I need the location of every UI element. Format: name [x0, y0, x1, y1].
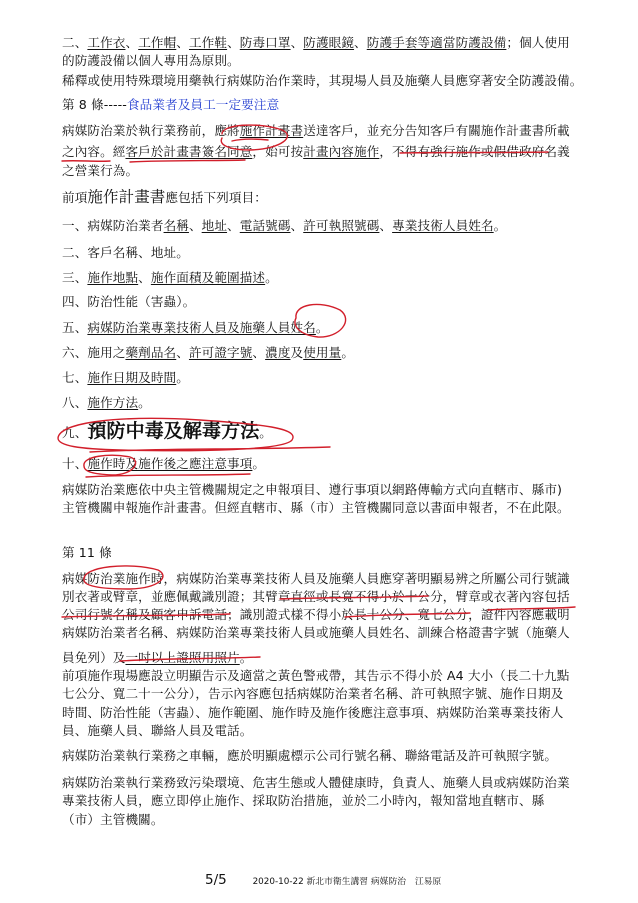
- text-run: 病媒防治業於執行業務前，應將: [62, 123, 240, 138]
- text-line: [62, 420, 272, 442]
- text-line: [62, 650, 252, 666]
- text-run: 病媒防治業執行業務致污染環境、危害生態或人體健康時，負責人、施藥人員或病媒防治業: [62, 775, 570, 790]
- text-run: 、: [227, 35, 240, 50]
- text-run: 、: [125, 35, 139, 50]
- text-run: 、: [176, 345, 189, 360]
- text-run: 第 8 條-----: [62, 97, 127, 112]
- underlined-text: 施作計畫書: [239, 123, 304, 138]
- text-run: 專業技術人員，應立即停止施作、採取防治措施，並於二小時內，報知當地直轄市、縣: [62, 793, 545, 808]
- text-run: 二、客戶名稱、地址。: [62, 245, 189, 260]
- text-run: 。: [252, 456, 266, 471]
- text-run: 十、: [62, 456, 88, 471]
- underlined-text: 使用量: [303, 345, 342, 360]
- text-line: [62, 705, 563, 721]
- text-run: 應包括下列項目：: [165, 190, 267, 205]
- heading-emphasis-text: 預防中毒及解毒方法: [87, 420, 260, 442]
- text-line: [62, 625, 570, 641]
- footer-meta: 2020-10-22 新北市衛生講習 病媒防治 江易原: [252, 877, 442, 887]
- text-run: ，始可按: [252, 144, 304, 159]
- text-run: 病媒防治業應依中央主管機關規定之申報項目、遵行事項以網路傳輸方式向直轄市、縣市): [62, 482, 563, 497]
- underlined-text: 施作面積及範圍描述: [150, 270, 266, 285]
- text-run: 別衣著或臂章，並應佩戴識別證；其臂章直徑或長寬不得小於十公分，臂章或衣著內容包括: [62, 589, 570, 604]
- text-line: [62, 320, 329, 336]
- underlined-text: 防護手套等適當防護設備: [366, 35, 507, 50]
- text-run: 主管機關申報施作計畫書。但經直轄市、縣（市）主管機關同意以書面申報者，不在此限。: [62, 500, 570, 515]
- text-run: 及: [290, 345, 304, 360]
- text-line: [62, 189, 267, 206]
- page-footer: [205, 872, 441, 888]
- text-run: 六、施用之: [62, 345, 126, 360]
- text-run: 、: [290, 218, 304, 233]
- text-line: [62, 723, 252, 739]
- text-run: 。: [265, 270, 278, 285]
- text-run: 病媒防治業施作時，病媒防治業專業技術人員及施藥人員應穿著明顯易辨之所屬公司行號識: [62, 571, 570, 586]
- page-number: 5/5: [205, 872, 227, 888]
- text-line: [62, 668, 569, 684]
- underlined-text: 施作方法: [87, 395, 139, 410]
- text-run: 三、: [62, 270, 88, 285]
- text-run: 之內容。經: [62, 144, 126, 159]
- text-run: 。: [138, 395, 151, 410]
- text-line: [62, 245, 189, 261]
- text-run: 。: [315, 320, 329, 335]
- text-run: 四、防治性能（害蟲）。: [62, 294, 196, 309]
- text-line: [62, 370, 189, 386]
- text-line: [62, 589, 570, 605]
- text-run: 。: [259, 425, 272, 440]
- text-line: [62, 793, 544, 809]
- text-line: [62, 218, 506, 234]
- underlined-text: 電話號碼: [239, 218, 291, 233]
- underlined-text: 工作帽: [138, 35, 177, 50]
- text-line: [62, 775, 570, 791]
- underlined-text: 藥劑品名: [125, 345, 177, 360]
- underlined-text: 許可證字號: [188, 345, 253, 360]
- text-run: 稀釋或使用特殊環境用藥執行病媒防治作業時，其現場人員及施藥人員應穿著安全防護設備。: [62, 73, 583, 88]
- underlined-text: 許可執照號碼: [303, 218, 380, 233]
- text-line: [62, 395, 151, 411]
- text-run: 。: [341, 345, 355, 360]
- underlined-text: 客戶於計畫書簽名同意: [125, 144, 253, 159]
- underlined-text: 防護眼鏡: [303, 35, 355, 50]
- text-run: 。: [493, 218, 507, 233]
- text-run: 七公分、寬二十一公分），告示內容應包括病媒防治業者名稱、許可執照字號、施作日期及: [62, 686, 564, 701]
- underlined-text: 工作衣: [87, 35, 126, 50]
- text-run: 的防護設備以個人專用為原則。: [62, 53, 240, 68]
- text-line: [62, 163, 138, 179]
- underlined-text: 名稱: [163, 218, 189, 233]
- text-line: [62, 607, 570, 623]
- text-run: 二、: [62, 35, 88, 50]
- underlined-text: 計畫內容施作: [303, 144, 380, 159]
- text-run: （市）主管機關。: [62, 812, 164, 827]
- annotation-underline-nine: [90, 447, 330, 452]
- underlined-text: 施作地點: [87, 270, 139, 285]
- text-run: ；個人使用: [506, 35, 570, 50]
- text-run: ，不得有強行施作或假借政府名義: [379, 144, 570, 159]
- text-line: [62, 686, 563, 702]
- text-run: 送達客戶，並充分告知客戶有關施作計畫書所載: [303, 123, 570, 138]
- text-line: [62, 482, 562, 498]
- text-run: 病媒防治業者名稱、病媒防治業專業技術人員或施藥人員姓名、訓練合格證書字號（施藥人: [62, 625, 570, 640]
- text-line: [62, 35, 570, 51]
- text-line: [62, 53, 240, 69]
- text-run: 、: [290, 35, 304, 50]
- text-line: [62, 500, 570, 516]
- text-run: 之營業行為。: [62, 163, 139, 178]
- text-line: [62, 812, 164, 828]
- underlined-text: 工作鞋: [188, 35, 228, 50]
- text-run: 。: [176, 370, 189, 385]
- text-run: 時間、防治性能（害蟲）、施作範圍、施作時及施作後應注意事項、病媒防治業專業技術人: [62, 705, 564, 720]
- text-line: [62, 294, 195, 310]
- annotation-underline-line5: [232, 139, 268, 141]
- underlined-text: 施作時及施作後之應注意事項: [87, 456, 253, 471]
- text-run: 、: [252, 345, 266, 360]
- text-line: [62, 123, 570, 139]
- text-run: 公司行號名稱及顧客申訴電話；識別證式樣不得小於長十公分、寬七公分，證件內容應載明: [62, 607, 570, 622]
- text-line: [62, 270, 278, 286]
- underlined-text: 一吋以上證照用照片: [125, 650, 240, 665]
- text-run: 前項施作現場應設立明顯告示及適當之黃色警戒帶，其告示不得小於 A4 大小（長二十九點: [62, 668, 570, 683]
- text-run: 第 11 條: [62, 545, 112, 560]
- text-line: [62, 345, 354, 361]
- text-run: 、: [227, 218, 240, 233]
- text-run: 、: [188, 218, 202, 233]
- text-line: [62, 144, 570, 160]
- text-run: 七、: [62, 370, 88, 385]
- text-line: [62, 545, 112, 561]
- annotation-underline-ten: [86, 474, 250, 477]
- underlined-text: 病媒防治業專業技術人員及施藥人員姓名: [87, 320, 316, 335]
- text-run: 。: [239, 650, 253, 665]
- text-run: 員、施藥人員、聯絡人員及電話。: [62, 723, 253, 738]
- underlined-text: 濃度: [265, 345, 291, 360]
- text-run: 、: [176, 35, 189, 50]
- text-line: [62, 748, 557, 764]
- text-run: 、: [379, 218, 393, 233]
- text-run: 五、: [62, 320, 88, 335]
- underlined-text: 施作日期及時間: [87, 370, 177, 385]
- annotation-underline-line6b: [130, 160, 245, 162]
- text-line: [62, 73, 582, 89]
- text-run: 八、: [62, 395, 88, 410]
- underlined-text: 防毒口罩: [239, 35, 291, 50]
- emphasis-text: 施作計畫書: [87, 188, 166, 206]
- text-line: [62, 571, 570, 587]
- text-run: 病媒防治業執行業務之車輛，應於明顯處標示公司行號名稱、聯絡電話及許可執照字號。: [62, 748, 558, 763]
- text-run: 、: [138, 270, 151, 285]
- text-run: 一、病媒防治業者: [62, 218, 164, 233]
- text-run: 、: [354, 35, 367, 50]
- annotation-underline-line6a: [62, 161, 110, 162]
- text-line: [62, 456, 265, 472]
- text-run: 前項: [62, 190, 88, 205]
- highlight-text: 食品業者及員工一定要注意: [126, 97, 280, 112]
- text-run: 九、: [62, 425, 88, 440]
- text-line: [62, 97, 279, 113]
- underlined-text: 地址: [201, 218, 228, 233]
- underlined-text: 專業技術人員姓名: [392, 218, 494, 233]
- text-run: 員免列）及: [62, 650, 126, 665]
